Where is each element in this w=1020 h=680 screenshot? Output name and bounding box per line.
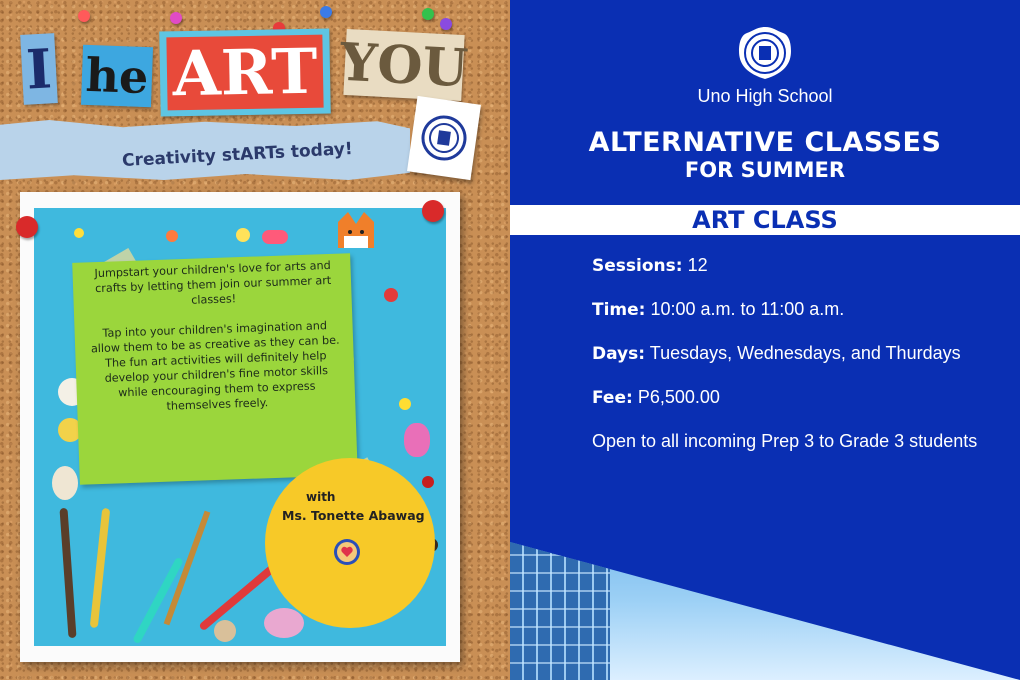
title-line-1: ALTERNATIVE CLASSES: [588, 127, 942, 158]
class-name: ART CLASS: [692, 206, 838, 234]
push-pin-icon: [422, 8, 434, 20]
tagline-text: Creativity stARTs today!: [121, 138, 354, 172]
bead-decoration: [214, 620, 236, 642]
fox-icon: [334, 212, 378, 252]
days-value: Tuesdays, Wednesdays, and Thurdays: [649, 343, 961, 363]
push-pin-icon: [440, 18, 452, 30]
bead-decoration: [52, 466, 78, 500]
heading-i-tile: I: [20, 33, 58, 105]
bead-decoration: [166, 230, 178, 242]
teacher-name: Ms. Tonette Abawag: [282, 508, 425, 523]
bead-decoration: [262, 230, 288, 244]
bead-decoration: [74, 228, 84, 238]
fee-value: P6,500.00: [637, 387, 720, 407]
with-label: with: [306, 490, 336, 504]
heading-art-text: ART: [166, 35, 324, 111]
heading-you-tile: YOU: [343, 29, 464, 101]
building-photo: [510, 480, 1020, 680]
bead-decoration: [236, 228, 250, 242]
push-pin-icon: [170, 12, 182, 24]
fee-detail: [592, 387, 992, 409]
info-panel: [510, 0, 1020, 680]
paintbrush-decoration: [90, 508, 110, 628]
poster-frame: [20, 192, 460, 662]
days-detail: [592, 343, 992, 365]
paintbrush-decoration: [59, 508, 76, 638]
school-emblem-icon: [737, 25, 793, 81]
bead-decoration: [422, 476, 434, 488]
eligibility-text: Open to all incoming Prep 3 to Grade 3 students: [592, 431, 978, 451]
description-text: Jumpstart your children's love for arts and crafts by letting them join our summer art classes! Tap into your children's imagination and allow them to be as creative as they can be. The fun art activities will definitely help develop your children's fine motor skills while encouraging them to express themselves freely.: [90, 258, 340, 413]
school-emblem-icon: [417, 111, 471, 165]
time-value: 10:00 a.m. to 11:00 a.m.: [650, 299, 845, 319]
heading-art-tile: [159, 29, 330, 117]
fee-label: Fee:: [592, 388, 633, 408]
push-pin-icon: [320, 6, 332, 18]
push-pin-icon: [78, 10, 90, 22]
days-label: Days:: [592, 344, 646, 364]
building-tower: [510, 520, 610, 680]
school-name: Uno High School: [697, 86, 833, 106]
bead-decoration: [399, 398, 411, 410]
heading-he-tile: he: [81, 45, 153, 107]
school-logo-card: [407, 96, 481, 180]
time-label: Time:: [592, 300, 646, 320]
title-line-2: FOR SUMMER: [684, 158, 846, 182]
push-pin-icon: [422, 200, 444, 222]
push-pin-icon: [16, 216, 38, 238]
sessions-label: Sessions:: [592, 256, 683, 276]
time-detail: [592, 299, 992, 321]
sessions-detail: [592, 255, 992, 277]
bead-decoration: [384, 288, 398, 302]
heart-hand-icon: [333, 538, 361, 566]
class-details: [592, 255, 992, 474]
bead-decoration: [404, 423, 430, 457]
bead-decoration: [264, 608, 304, 638]
sessions-value: 12: [687, 255, 708, 275]
